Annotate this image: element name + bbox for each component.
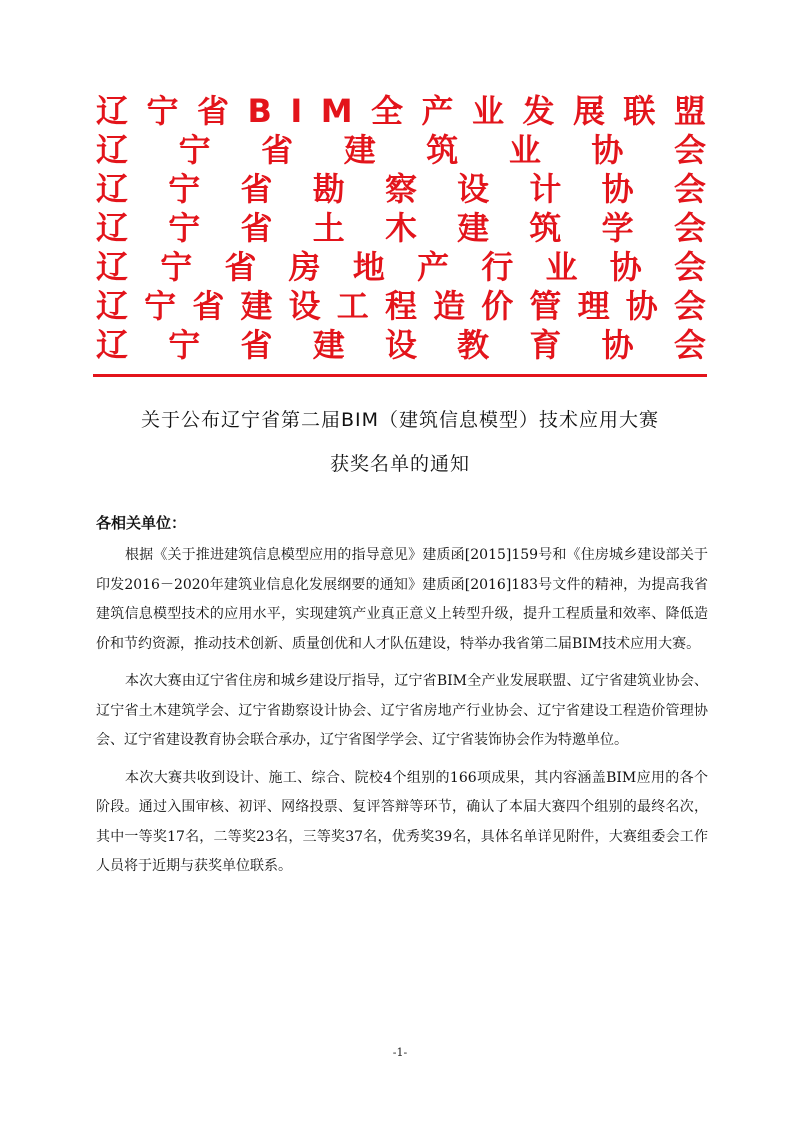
- organization-char: 产: [421, 92, 454, 130]
- organization-char: 木: [384, 209, 417, 247]
- organization-line: [96, 326, 706, 365]
- organization-char: 协: [601, 170, 634, 208]
- organization-char: 建: [312, 326, 345, 364]
- organization-char: 省: [224, 248, 257, 286]
- organization-line: [96, 209, 706, 248]
- organization-line: [96, 92, 706, 131]
- organization-char: 设: [288, 287, 321, 325]
- organization-char: 省: [192, 287, 225, 325]
- organization-line: [96, 287, 706, 326]
- organization-char: I: [290, 92, 303, 130]
- organization-char: 地: [352, 248, 385, 286]
- paragraph-1: 根据《关于推进建筑信息模型应用的指导意见》建质函[2015]159号和《住房城乡建设部关于印发2016－2020年建筑业信息化发展纲要的通知》建质函[2016]183号文件的精神，为提高我省建筑信息模型技术的应用水平，实现建筑产业真正意义上转型升级，提升工程质量和效率、降低造价和节约资源，推动技术创新、质量创优和人才队伍建设，特举办我省第二届BIM技术应用大赛。: [96, 547, 708, 652]
- organization-char: 会: [673, 248, 706, 286]
- organization-char: 理: [577, 287, 610, 325]
- organization-char: 协: [625, 287, 658, 325]
- organization-char: 展: [572, 92, 605, 130]
- organization-char: 察: [384, 170, 417, 208]
- organization-char: 辽: [96, 131, 129, 169]
- organization-char: 省: [240, 209, 273, 247]
- salutation: 各相关单位：: [96, 514, 187, 532]
- organization-char: 宁: [168, 170, 201, 208]
- organization-char: 辽: [96, 248, 129, 286]
- organization-char: 协: [591, 131, 624, 169]
- organization-char: 省: [196, 92, 229, 130]
- organization-char: 建: [457, 209, 490, 247]
- organization-char: 省: [261, 131, 294, 169]
- organization-char: 辽: [96, 287, 129, 325]
- organization-char: 盟: [673, 92, 706, 130]
- organization-char: 土: [312, 209, 345, 247]
- organization-char: 会: [673, 170, 706, 208]
- organization-char: 价: [481, 287, 514, 325]
- organization-char: 宁: [168, 209, 201, 247]
- organization-char: 工: [336, 287, 369, 325]
- page-number: -1-: [392, 1046, 408, 1059]
- organization-char: 联: [623, 92, 656, 130]
- organization-line: [96, 170, 706, 209]
- organization-char: 宁: [160, 248, 193, 286]
- organization-char: 会: [673, 287, 706, 325]
- organization-char: 教: [457, 326, 490, 364]
- organization-char: 行: [481, 248, 514, 286]
- organization-char: 勘: [312, 170, 345, 208]
- organization-char: 协: [609, 248, 642, 286]
- organization-char: 房: [288, 248, 321, 286]
- issuing-organizations-header: [96, 92, 706, 365]
- organization-char: 省: [240, 326, 273, 364]
- document-title-line-1: 关于公布辽宁省第二届BIM（建筑信息模型）技术应用大赛: [140, 409, 660, 431]
- organization-char: 程: [384, 287, 417, 325]
- organization-char: 业: [545, 248, 578, 286]
- organization-line: [96, 131, 706, 170]
- organization-char: 业: [508, 131, 541, 169]
- organization-char: 会: [673, 326, 706, 364]
- organization-char: 宁: [146, 92, 179, 130]
- organization-char: 辽: [96, 209, 129, 247]
- organization-char: 省: [240, 170, 273, 208]
- organization-char: 辽: [96, 326, 129, 364]
- organization-char: B: [247, 92, 272, 130]
- organization-char: 设: [457, 170, 490, 208]
- organization-char: 产: [417, 248, 450, 286]
- organization-char: 业: [471, 92, 504, 130]
- organization-char: 学: [601, 209, 634, 247]
- organization-char: 计: [529, 170, 562, 208]
- organization-line: [96, 248, 706, 287]
- organization-char: 会: [673, 131, 706, 169]
- organization-char: 宁: [168, 326, 201, 364]
- paragraph-2: 本次大赛由辽宁省住房和城乡建设厅指导，辽宁省BIM全产业发展联盟、辽宁省建筑业协会、辽宁省土木建筑学会、辽宁省勘察设计协会、辽宁省房地产行业协会、辽宁省建设工程造价管理协会、辽宁省建设教育协会联合承办，辽宁省图学学会、辽宁省装饰协会作为特邀单位。: [96, 673, 708, 748]
- organization-char: 全: [371, 92, 404, 130]
- organization-char: 辽: [96, 92, 129, 130]
- organization-char: 造: [433, 287, 466, 325]
- organization-char: 建: [240, 287, 273, 325]
- document-body: [96, 541, 708, 890]
- document-title-line-2: 获奖名单的通知: [329, 453, 470, 475]
- organization-char: 育: [529, 326, 562, 364]
- organization-char: 宁: [178, 131, 211, 169]
- red-divider-line: [93, 374, 707, 377]
- organization-char: 设: [384, 326, 417, 364]
- organization-char: M: [320, 92, 353, 130]
- organization-char: 筑: [529, 209, 562, 247]
- organization-char: 会: [673, 209, 706, 247]
- organization-char: 发: [522, 92, 555, 130]
- organization-char: 筑: [426, 131, 459, 169]
- organization-char: 协: [601, 326, 634, 364]
- organization-char: 宁: [144, 287, 177, 325]
- paragraph-3: 本次大赛共收到设计、施工、综合、院校4个组别的166项成果，其内容涵盖BIM应用的各个阶段。通过入围审核、初评、网络投票、复评答辩等环节，确认了本届大赛四个组别的最终名次，其中一等奖17名，二等奖23名，三等奖37名，优秀奖39名，具体名单详见附件，大赛组委会工作人员将于近期与获奖单位联系。: [96, 769, 708, 874]
- organization-char: 辽: [96, 170, 129, 208]
- organization-char: 管: [529, 287, 562, 325]
- organization-char: 建: [343, 131, 376, 169]
